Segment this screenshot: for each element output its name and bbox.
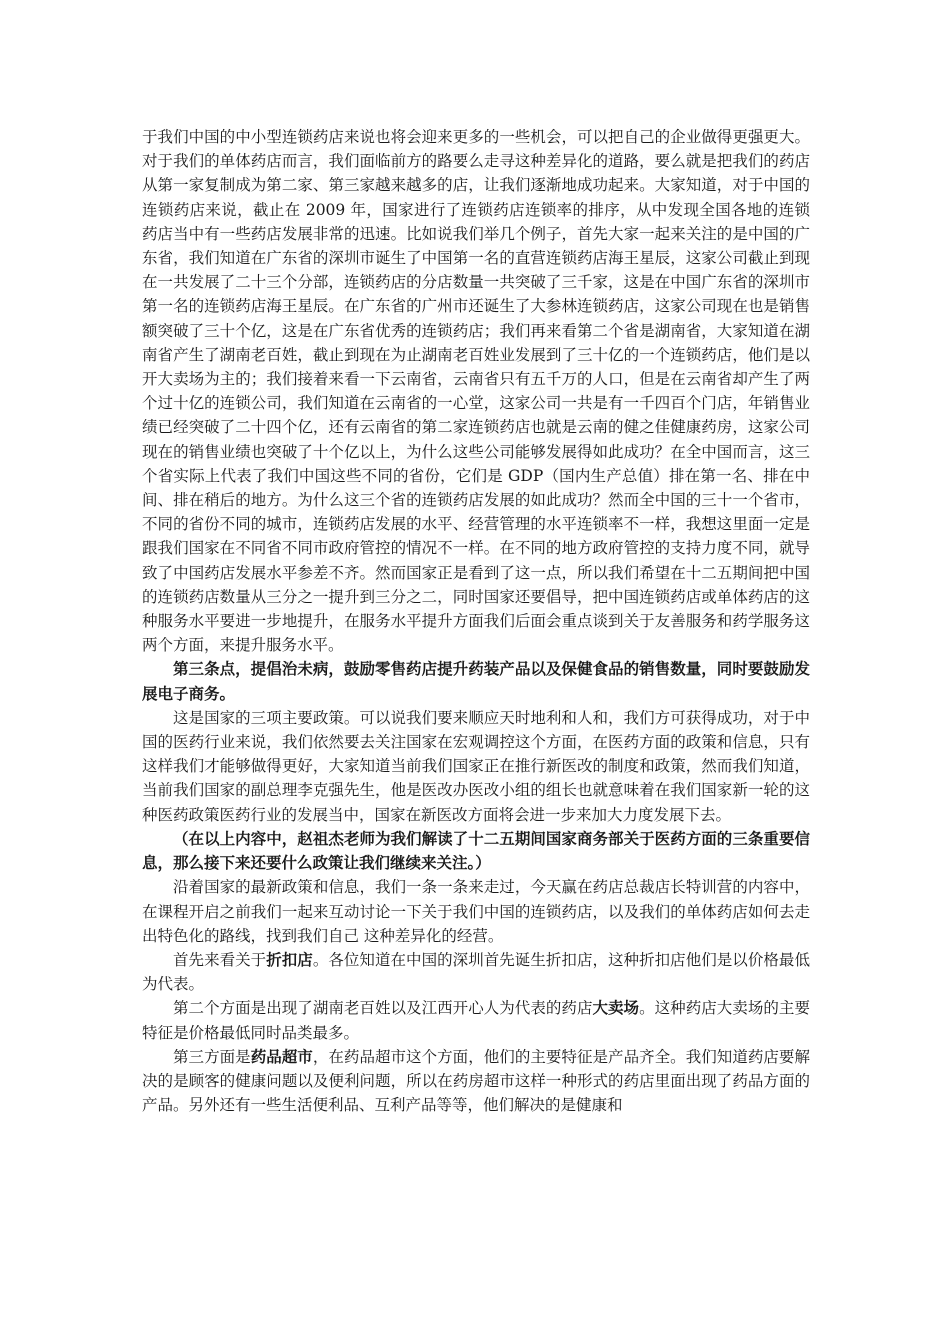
document-body	[142, 125, 810, 1117]
big-store-text-before: 第二个方面是出现了湖南老百姓以及江西开心人为代表的药店	[173, 999, 593, 1018]
paragraph-editor-note: （在以上内容中，赵祖杰老师为我们解读了十二五期间国家商务部关于医药方面的三条重要信息，那么接下来还要什么政策让我们继续来关注。）	[142, 828, 810, 873]
discount-store-text-before: 首先来看关于	[173, 950, 267, 969]
big-store-keyword: 大卖场	[592, 998, 640, 1018]
discount-store-text-after: 。各位知道在中国的深圳首先诞生折扣店，这种折扣店他们是以价格最低为代表。	[142, 950, 810, 994]
drug-supermarket-text-after: ，在药品超市这个方面，他们的主要特征是产品齐全。我们知道药店要解决的是顾客的健康问题以及便利问题，所以在药房超市这样一种形式的药店里面出现了药品方面的产品。另外还有一些生活便利品、互利产品等等，他们解决的是健康和	[142, 1047, 810, 1115]
drug-supermarket-keyword: 药品超市	[250, 1046, 313, 1066]
paragraph-chain-pharmacy-development: 于我们中国的中小型连锁药店来说也将会迎来更多的一些机会，可以把自己的企业做得更强更大。对于我们的单体药店而言，我们面临前方的路要么走寻这种差异化的道路，要么就是把我们的药店从第一家复制成为第二家、第三家越来越多的店，让我们逐渐地成功起来。大家知道，对于中国的连锁药店来说，截止在 2009 年，国家进行了连锁药店连锁率的排序，从中发现全国各地的连锁药店当中有一些药店发展非常的迅速。比如说我们举几个例子，首先大家一起来关注的是中国的广东省，我们知道在广东省的深圳市诞生了中国第一名的直营连锁药店海王星辰，这家公司截止到现在一共发展了二十三个分部，连锁药店的分店数量一共突破了三千家，这是在中国广东省的深圳市第一名的连锁药店海王星辰。在广东省的广州市还诞生了大参林连锁药店，这家公司现在也是销售额突破了三十个亿，这是在广东省优秀的连锁药店；我们再来看第二个省是湖南省，大家知道在湖南省产生了湖南老百姓，截止到现在为止湖南老百姓业发展到了三十亿的一个连锁药店，他们是以开大卖场为主的；我们接着来看一下云南省，云南省只有五千万的人口，但是在云南省却产生了两个过十亿的连锁公司，我们知道在云南省的一心堂，这家公司一共是有一千四百个门店，年销售业绩已经突破了二十四个亿，还有云南省的第二家连锁药店也就是云南的健之佳健康药房，这家公司现在的销售业绩也突破了十个亿以上，为什么这些公司能够发展得如此成功？在全中国而言，这三个省实际上代表了我们中国这些不同的省份，它们是 GDP（国内生产总值）排在第一名、排在中间、排在稍后的地方。为什么这三个省的连锁药店发展的如此成功？然而全中国的三十一个省市，不同的省份不同的城市，连锁药店发展的水平、经营管理的水平连锁率不一样，我想这里面一定是跟我们国家在不同省不同市政府管控的情况不一样。在不同的地方政府管控的支持力度不同，就导致了中国药店发展水平参差不齐。然而国家正是看到了这一点，所以我们希望在十二五期间把中国的连锁药店数量从三分之一提升到三分之二，同时国家还要倡导，把中国连锁药店或单体药店的这种服务水平要进一步地提升，在服务水平提升方面我们后面会重点谈到关于友善服务和药学服务这两个方面，来提升服务水平。	[142, 128, 810, 655]
paragraph-discount-store	[142, 948, 810, 996]
paragraph-course-intro: 沿着国家的最新政策和信息，我们一条一条来走过，今天赢在药店总裁店长特训营的内容中，在课程开启之前我们一起来互动讨论一下关于我们中国的连锁药店，以及我们的单体药店如何去走出特色化的路线，找到我们自己 这种差异化的经营。	[142, 878, 810, 945]
paragraph-drug-supermarket	[142, 1045, 810, 1118]
drug-supermarket-text-before: 第三方面是	[173, 1047, 251, 1066]
big-store-text-after: 。这种药店大卖场的主要特征是价格最低同时品类最多。	[142, 999, 810, 1042]
paragraph-three-national-policies: 这是国家的三项主要政策。可以说我们要来顺应天时地利和人和，我们方可获得成功，对于中国的医药行业来说，我们依然要去关注国家在宏观调控这个方面，在医药方面的政策和信息，只有这样我们才能够做得更好，大家知道当前我们国家正在推行新医改的制度和政策，然而我们知道，当前我们国家的副总理李克强先生，他是医改办医改小组的组长也就意味着在我们国家新一轮的这种医药政策医药行业的发展当中，国家在新医改方面将会进一步来加大力度发展下去。	[142, 708, 810, 824]
paragraph-third-policy-point: 第三条点，提倡治未病，鼓励零售药店提升药装产品以及保健食品的销售数量，同时要鼓励发展电子商务。	[142, 659, 810, 703]
paragraph-big-store	[142, 996, 810, 1044]
discount-store-keyword: 折扣店	[266, 949, 313, 969]
